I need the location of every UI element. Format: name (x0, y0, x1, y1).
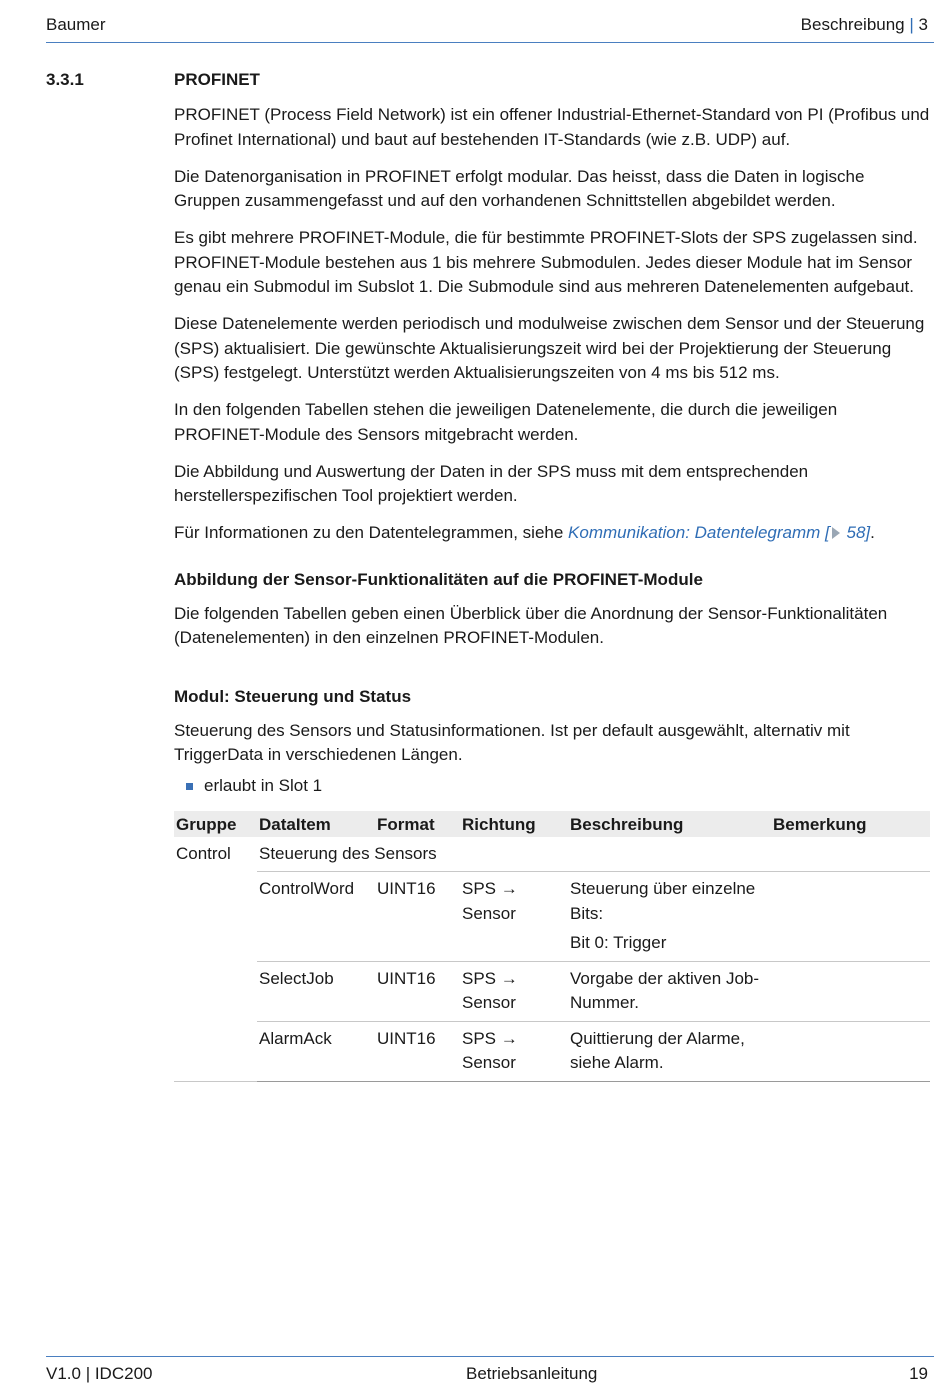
cross-reference-link[interactable] (568, 523, 870, 542)
group-row-label: Steuerung des Sensors (257, 837, 930, 872)
table-row (174, 872, 930, 932)
table-row (174, 1021, 930, 1081)
description-cell: Bit 0: Trigger (568, 931, 771, 961)
bullet-square-icon (186, 783, 193, 790)
subheading: Abbildung der Sensor-Funktionalitäten auf die PROFINET-Module (174, 569, 703, 589)
paragraph: Es gibt mehrere PROFINET-Module, die für bestimmte PROFINET-Slots der SPS zugelassen sind. PROFINET-Module bestehen aus 1 bis mehrere Submodulen. Jedes dieser Module hat im Sensor genau ein Submodul im Subslot 1. Die Submodule sind aus mehreren Datenelementen aufgebaut. (174, 228, 918, 296)
direction-cell: SPS → Sensor (460, 961, 568, 1021)
main-content (174, 70, 930, 1082)
paragraph: In den folgenden Tabellen stehen die jeweiligen Datenelemente, die durch die jeweiligen PROFINET-Module des Sensors mitgebracht werden. (174, 400, 838, 444)
description-cell: Vorgabe der aktiven Job-Nummer. (568, 961, 771, 1021)
footer-version: V1.0 | IDC200 (46, 1364, 153, 1383)
bullet-text: erlaubt in Slot 1 (204, 776, 323, 795)
footer-doc-type: Betriebsanleitung (466, 1364, 598, 1383)
paragraph: Die folgenden Tabellen geben einen Überblick über die Anordnung der Sensor-Funktionalitäten (Datenelementen) in den einzelnen PROFINET-Modulen. (174, 603, 888, 647)
table-row (174, 961, 930, 1021)
direction-cell: SPS → Sensor (460, 1021, 568, 1081)
header-page-number: 3 (918, 15, 928, 34)
format-cell: UINT16 (375, 961, 460, 1021)
dataitem-cell: SelectJob (257, 961, 375, 1021)
table-header-row (174, 811, 930, 837)
page-arrow-icon (832, 527, 840, 539)
bullet-item (174, 774, 930, 799)
col-header-gruppe: Gruppe (174, 811, 257, 837)
header-section (801, 15, 928, 35)
header-separator: | (909, 15, 914, 34)
remark-cell (771, 1021, 930, 1081)
col-header-beschreibung: Beschreibung (568, 811, 771, 837)
col-header-bemerkung: Bemerkung (771, 811, 930, 837)
dataitem-cell: ControlWord (257, 872, 375, 962)
link-text[interactable]: Kommunikation: Datentelegramm [ (568, 523, 830, 542)
dataitem-cell: AlarmAck (257, 1021, 375, 1081)
format-cell: UINT16 (375, 1021, 460, 1081)
format-cell: UINT16 (375, 872, 460, 962)
section-number: 3.3.1 (46, 70, 84, 89)
subheading: Modul: Steuerung und Status (174, 686, 412, 706)
paragraph: Die Abbildung und Auswertung der Daten in der SPS muss mit dem entsprechenden herstellerspezifischen Tool projektiert werden. (174, 461, 809, 505)
group-cell: Control (174, 837, 257, 1082)
footer-page-number: 19 (909, 1364, 928, 1383)
info-suffix: . (870, 523, 875, 542)
description-cell: Steuerung über einzelne Bits: (570, 879, 756, 923)
col-header-format: Format (375, 811, 460, 837)
table-row (174, 837, 930, 872)
col-header-richtung: Richtung (460, 811, 568, 837)
remark-cell (771, 961, 930, 1021)
header-title: Beschreibung (800, 15, 905, 34)
page-header (46, 14, 934, 43)
direction-cell: SPS → Sensor (460, 872, 568, 962)
description-cell: Quittierung der Alarme, siehe Alarm. (568, 1021, 771, 1081)
col-header-dataitem: DataItem (257, 811, 375, 837)
remark-cell (771, 872, 930, 962)
paragraph: Die Datenorganisation in PROFINET erfolgt modular. Das heisst, dass die Daten in logische Gruppen zusammengefasst und auf den vorhandenen Schnittstellen abgebildet werden. (174, 166, 865, 210)
paragraph: PROFINET (Process Field Network) ist ein offener Industrial-Ethernet-Standard von PI (Profibus und Profinet International) und baut auf bestehenden IT-Standards (wie z.B. UDP) auf. (174, 105, 930, 149)
link-page[interactable]: 58] (841, 523, 871, 542)
paragraph: Steuerung des Sensors und Statusinformationen. Ist per default ausgewählt, alternativ mit TriggerData in verschiedenen Längen. (174, 720, 850, 764)
info-prefix: Für Informationen zu den Datentelegrammen, siehe (174, 523, 569, 542)
header-brand: Baumer (46, 15, 106, 34)
module-table (174, 811, 930, 1082)
page-footer (46, 1356, 934, 1387)
paragraph: Diese Datenelemente werden periodisch und modulweise zwischen dem Sensor und der Steuerung (SPS) aktualisiert. Die gewünschte Aktualisierungszeit wird bei der Projektierung der Steuerung (SPS) festgelegt. Unterstützt werden Aktualisierungszeiten von 4 ms bis 512 ms. (174, 314, 925, 382)
info-paragraph (174, 521, 930, 546)
section-title: PROFINET (174, 70, 260, 89)
